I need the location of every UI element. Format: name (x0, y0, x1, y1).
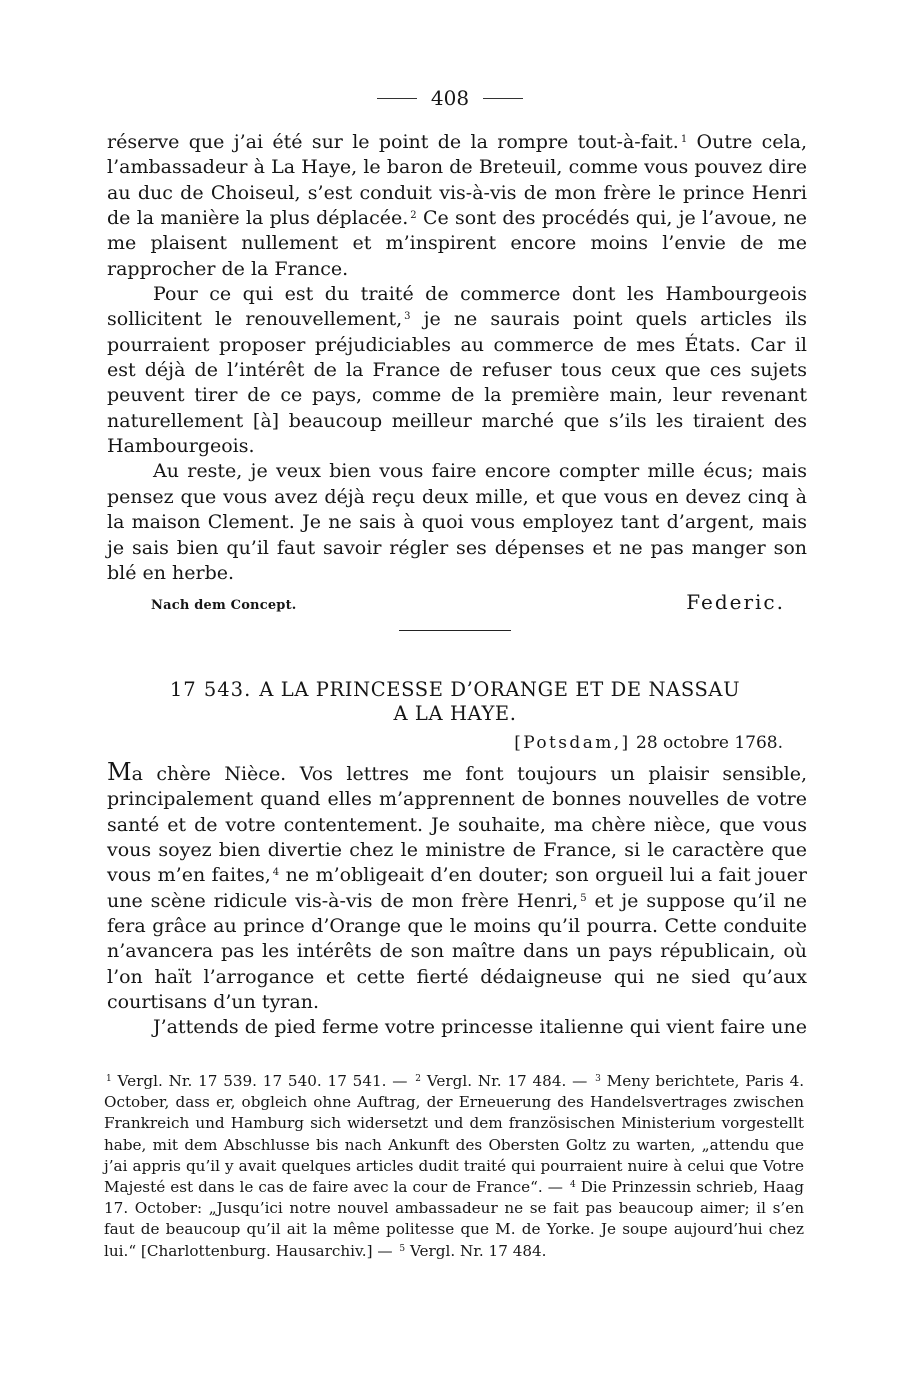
paragraph-3: Au reste, je veux bien vous faire encore compter mille écus; mais pensez que vous avez déjà reçu deux mille, et que vous en devez cinq à la maison Clement. Je ne sais à quoi vous employez tant d’argent, mais je sais bien qu’il faut savoir régler ses dépenses et ne pas manger son blé en herbe. (107, 460, 807, 584)
letter-continuation (107, 130, 807, 586)
paragraph-1: réserve que j’ai été sur le point de la rompre tout-à-fait. $^1$ Outre cela, l’ambassadeur à La Haye, le baron de Breteuil, comme vous pouvez dire au duc de Choiseul, s’est conduit vis-à-vis de mon frère le prince Henri de la manière la plus déplacée. $^2$ Ce sont des procédés qui, je l’avoue, ne me plaisent nullement et m’inspirent encore moins l’envie de me rapprocher de la France. (107, 131, 807, 280)
footnotes (104, 1071, 804, 1262)
heading-line-1: 17 543. A LA PRINCESSE D’ORANGE ET DE NASSAU (169, 678, 741, 701)
paragraph-2: Pour ce qui est du traité de commerce dont les Hambourgeois sollicitent le renouvellement, $^3$ je ne saurais point quels articles ils pourraient proposer préjudiciables au commerce de mes États. Car il est déjà de l’intérêt de la France de refuser tous ceux que ces sujets peuvent tirer de ce pays, comme de la première main, leur revenant naturellement [à] beaucoup meilleur marché que s’ils les tiraient des Hambourgeois. (107, 283, 807, 458)
section-divider (399, 630, 511, 631)
signature: Federic. (686, 590, 785, 614)
letter-body (107, 760, 807, 1041)
letter-number: 17 543. (169, 678, 252, 701)
dateline: [Potsdam,] 28 octobre 1768. (514, 733, 783, 753)
page-number (0, 86, 900, 110)
folio-dash-left (377, 98, 417, 99)
paragraph-5: J’attends de pied ferme votre princesse italienne qui vient faire une (153, 1016, 807, 1039)
letter-heading (150, 678, 760, 726)
footnote-text: $^1$ Vergl. Nr. 17 539. 17 540. 17 541. — $^2$ Vergl. Nr. 17 484. — $^3$ Meny berichtete, Paris 4. October, dass er, obgleich ohne Auftrag, der Erneuerung des Handelsvertrages zwischen Frankreich und Hamburg sich widersetzt und dem französischen Ministerium vorgestellt habe, mit dem Abschlusse bis nach Ankunft des Obersten Goltz zu warten, „attendu que j’ai appris qu’il y avait quelques articles dudit traité qui pourraient nuire à celui que Votre Majesté est dans le cas de faire avec la cour de France“. — $^4$ Die Prinzessin schrieb, Haag 17. October: „Jusqu’ici notre nouvel ambassadeur ne se fait pas beaucoup aimer; il s’en faut de beaucoup qu’il ait la même politesse que M. de Yorke. Je soupe aujourd’hui chez lui.“ [Charlottenburg. Hausarchiv.] — $^5$ Vergl. Nr. 17 484. (104, 1072, 805, 1260)
page-number-text: 408 (430, 86, 470, 110)
source-note: Nach dem Concept. (151, 598, 297, 613)
signature-row (107, 590, 807, 618)
heading-line-2: A LA HAYE. (393, 702, 517, 725)
folio-dash-right (483, 98, 523, 99)
paragraph-4: Ma chère Nièce. Vos lettres me font toujours un plaisir sensible, principalement quand elles m’apprennent de bonnes nouvelles de votre santé et de votre contentement. Je souhaite, ma chère nièce, que vous vous soyez bien divertie chez le ministre de France, si le caractère que vous m’en faites, $^4$ ne m’obligeait d’en douter; son orgueil lui a fait jouer une scène ridicule vis-à-vis de mon frère Henri, $^5$ et je suppose qu’il ne fera grâce au prince d’Orange que le moins qu’il pourra. Cette conduite n’avancera pas les intérêts de son maître dans un pays républicain, où l’on haït l’arrogance et cette fierté dédaigneuse qui ne sied qu’aux courtisans d’un tyran. (107, 758, 807, 1014)
